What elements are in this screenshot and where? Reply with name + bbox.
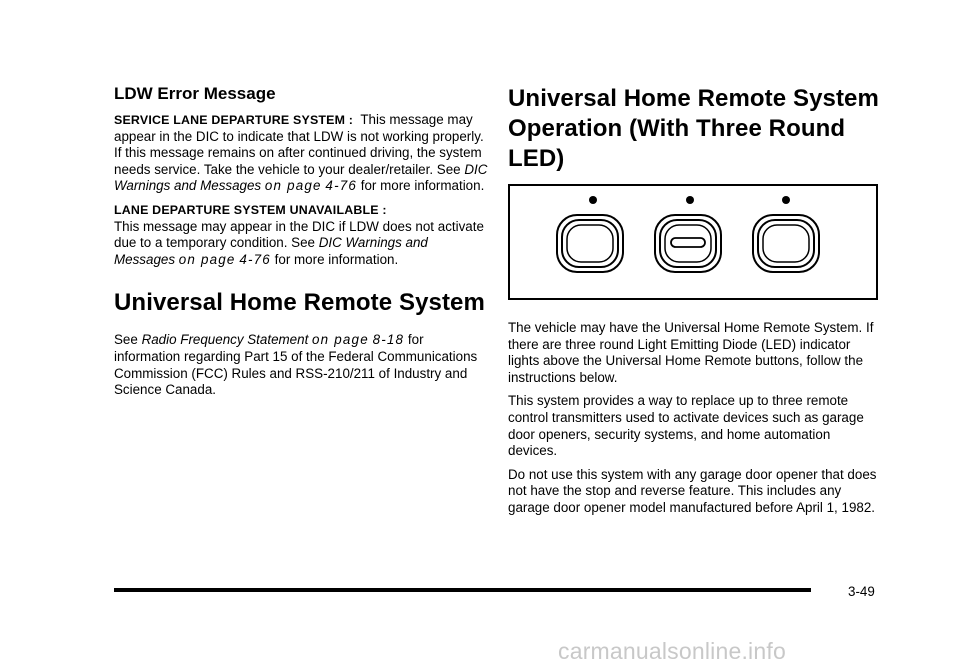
universal-remote-illustration [508, 184, 878, 300]
remote-button-2 [655, 215, 721, 272]
radio-frequency-paragraph: See Radio Frequency Statement on page 8-18 for information regarding Part 15 of the Federal Communications Commission (FCC) Rules and RSS-210/211 of Industry and Science Canada. [114, 332, 478, 398]
dic-warnings-link-1[interactable]: DIC Warnings and Messages on page 4-76 [114, 161, 488, 194]
service-lds-label: SERVICE LANE DEPARTURE SYSTEM : [114, 113, 354, 127]
left-column [114, 84, 488, 406]
lds-unavailable-tail: for more information. [274, 251, 399, 267]
watermark-text: carmanualsonline.info [558, 638, 786, 664]
remote-buttons-graphic [510, 186, 876, 298]
uhr-purpose-paragraph: This system provides a way to replace up to three remote control transmitters used to activate devices such as garage door openers, security systems, and home automation devices. [508, 393, 864, 459]
dic-warnings-link-2[interactable]: DIC Warnings and Messages on page 4-76 [114, 235, 428, 267]
footer-rule [114, 588, 811, 592]
service-lds-text: This message may appear in the DIC to indicate that LDW is not working properly. If this message remains on after continued driving, the system needs service. Take the vehicle to your dealer/retailer. See [114, 112, 484, 177]
remote-button-1 [557, 215, 623, 272]
service-lds-tail: for more information. [360, 178, 485, 194]
remote-button-3 [753, 215, 819, 272]
radio-frequency-link[interactable]: Radio Frequency Statement on page 8-18 [141, 332, 405, 348]
lds-unavailable-label: LANE DEPARTURE SYSTEM UNAVAILABLE : [114, 202, 387, 217]
uhr-intro-paragraph: The vehicle may have the Universal Home Remote System. If there are three round Light Emitting Diode (LED) indicator lights above the Universal Home Remote buttons, follow the instructions below. [508, 320, 874, 385]
ldw-error-heading: LDW Error Message [114, 84, 276, 103]
page-number: 3-49 [848, 584, 875, 599]
led-indicator-2 [686, 196, 694, 204]
led-indicator-1 [589, 196, 597, 204]
right-column [508, 84, 880, 524]
uhr-heading: Universal Home Remote System [114, 289, 485, 317]
radio-frequency-tail: for information regarding Part 15 of the Federal Communications Commission (FCC) Rules and RSS-210/211 of Industry and Science Canada. [114, 332, 478, 398]
service-lds-paragraph [114, 112, 488, 195]
uhr-warning-paragraph: Do not use this system with any garage door opener that does not have the stop and reverse feature. This includes any garage door opener model manufactured before April 1, 1982. [508, 466, 877, 515]
lds-unavailable-text: This message may appear in the DIC if LDW does not activate due to a temporary condition. See [114, 218, 484, 251]
lds-unavailable-paragraph [114, 202, 488, 268]
led-indicator-3 [782, 196, 790, 204]
uhr-operation-heading: Universal Home Remote System Operation (With Three Round LED) [508, 85, 879, 172]
